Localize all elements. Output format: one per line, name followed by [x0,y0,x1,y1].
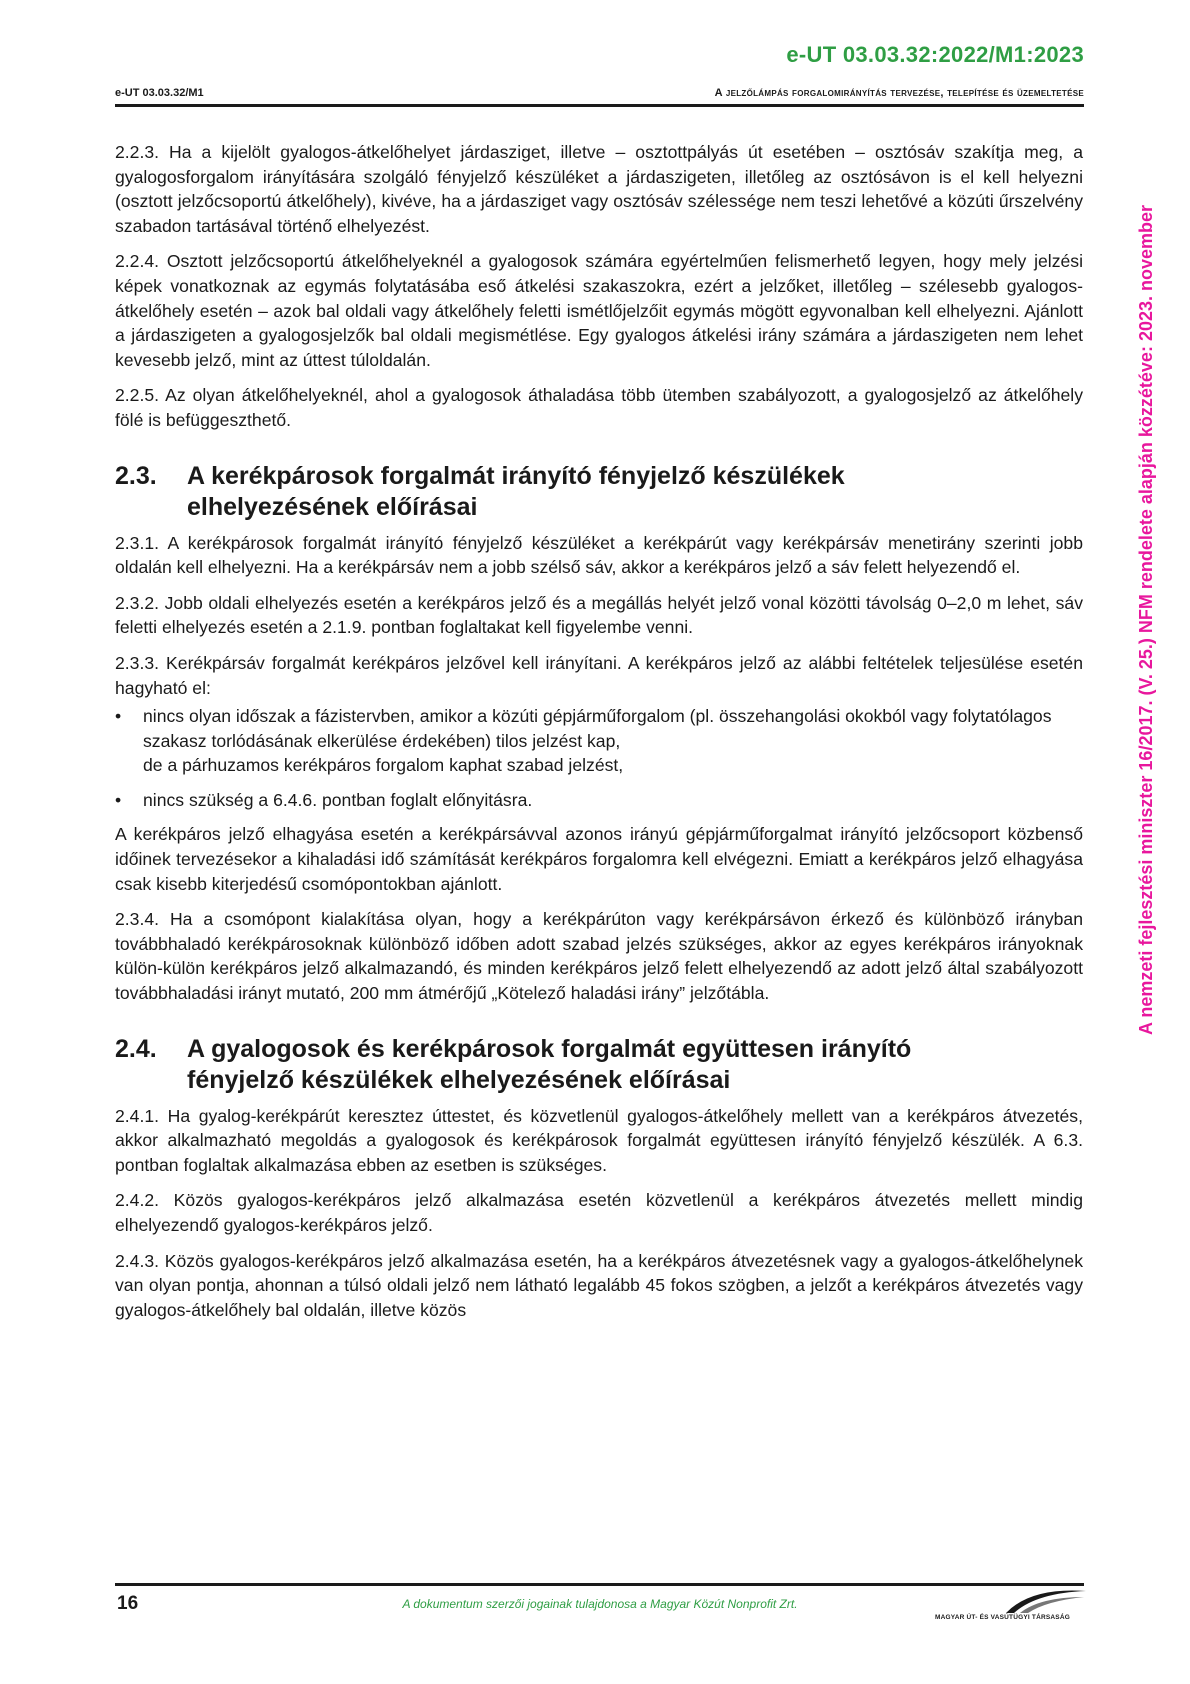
section-number: 2.4. [115,1034,157,1063]
paragraph-2-4-1: 2.4.1. Ha gyalog-kerékpárút keresztez úttestet, és közvetlenül gyalogos-átkelőhely mellett van a kerékpáros átvezetés, akkor alkalmazható megoldás a gyalogosok és kerékpárosok forgalmát együttesen irányító fényjelző készülék. A 6.3. pontban foglaltak alkalmazása ebben az esetben is szükséges. [115,1105,1083,1175]
paragraph-2-3-2: 2.3.2. Jobb oldali elhelyezés esetén a kerékpáros jelző és a megállás helyét jelző vonal közötti távolság 0–2,0 m lehet, sáv feletti elhelyezés esetén a 2.1.9. pontban foglaltakat kell figyelembe venni. [115,592,1083,638]
section-title-line: A kerékpárosok forgalmát irányító fényjelző készülékek [187,461,845,490]
list-item [115,704,1083,778]
paragraph-2-2-4: 2.2.4. Osztott jelzőcsoportú átkelőhelyeknél a gyalogosok számára egyértelműen felismerhető legyen, hogy mely jelzési képek vonatkoznak az egymás folytatásába eső átkelési szakaszokra, ezért a jelzőket, illetőleg – szélesebb gyalogos-átkelőhely esetén – azok bal oldali vagy átkelőhely feletti ismétlőjelzőit egymás mögött egyvonalban kell elhelyezni. Ajánlott a járdaszigeten a gyalogosjelzők bal oldali megismétlése. Egy gyalogos átkelési irány számára a járdaszigeten nem lehet kevesebb jelző, mint az úttest túloldalán. [115,251,1083,370]
paragraph-2-3-3: 2.3.3. Kerékpársáv forgalmát kerékpáros jelzővel kell irányítani. A kerékpáros jelző az alábbi feltételek teljesülése esetén hagyható el: [115,652,1083,698]
bullet-icon: • [115,706,122,727]
bullet-icon: • [115,789,122,810]
condition-list [115,704,1083,812]
logo-text: MAGYAR ÚT- ÉS VASÚTÜGYI TÁRSASÁG [935,1614,1070,1621]
page-content [115,140,1083,1333]
list-item-text: de a párhuzamos kerékpáros forgalom kaphat szabad jelzést, [143,755,624,776]
document-code: e-UT 03.03.32:2022/M1:2023 [786,42,1084,67]
paragraph-2-3-1: 2.3.1. A kerékpárosok forgalmát irányító fényjelző készüléket a kerékpárút vagy kerékpársáv menetirány szerinti jobb oldalán kell elhelyezni. Ha a kerékpársáv nem a jobb szélső sáv, akkor a kerékpáros jelző a sáv felett helyezendő el. [115,532,1083,578]
running-header-code: e-UT 03.03.32/M1 [115,87,204,99]
running-header [115,84,1084,107]
paragraph-2-4-2: 2.4.2. Közös gyalogos-kerékpáros jelző alkalmazása esetén közvetlenül a kerékpáros átvezetés mellett mindig elhelyezendő gyalogos-kerékpáros jelző. [115,1190,1083,1235]
page-number: 16 [117,1593,139,1614]
section-title-line: fényjelző készülékek elhelyezésének előírásai [187,1065,731,1094]
list-item-text: nincs szükség a 6.4.6. pontban foglalt előnyitásra. [143,789,533,810]
paragraph-2-2-5: 2.2.5. Az olyan átkelőhelyeknél, ahol a gyalogosok áthaladása több ütemben szabályozott, a gyalogosjelző az átkelőhely fölé is befüggeszthető. [115,385,1083,430]
section-title [187,1034,1083,1096]
paragraph-2-3-3-continued: A kerékpáros jelző elhagyása esetén a kerékpársávval azonos irányú gépjárműforgalmat irányító jelzőcsoport közbenső időinek tervezésekor a kihaladási idő számítását kerékpáros forgalomra kell elvégezni. Emiatt a kerékpáros jelző elhagyása csak kisebb kiterjedésű csomópontokban ajánlott. [115,824,1083,894]
list-item [115,788,1083,813]
section-title-line: elhelyezésének előírásai [187,492,478,521]
section-title [187,461,1083,523]
section-title-line: A gyalogosok és kerékpárosok forgalmát együttesen irányító [187,1034,912,1063]
section-heading-2-3 [115,461,1083,523]
copyright-note: A dokumentum szerzői jogainak tulajdonosa a Magyar Közút Nonprofit Zrt. [402,1597,798,1611]
paragraph-2-3-4: 2.3.4. Ha a csomópont kialakítása olyan, hogy a kerékpárúton vagy kerékpársávon érkező és különböző irányban továbbhaladó kerékpárosoknak különböző időben adott szabad jelzés szükséges, akkor az egyes kerékpáros irányoknak külön-külön kerékpáros jelző alkalmazandó, és minden kerékpáros jelző felett elhelyezendő az adott jelző által szabályozott továbbhaladási irányt mutató, 200 mm átmérőjű „Kötelező haladási irány” jelzőtábla. [115,909,1083,1004]
section-heading-2-4 [115,1034,1083,1096]
running-header-title: A jelzőlámpás forgalomirányítás tervezése, telepítése és üzemeltetése [714,87,1084,99]
paragraph-2-4-3: 2.4.3. Közös gyalogos-kerékpáros jelző alkalmazása esetén, ha a kerékpáros átvezetésnek vagy a gyalogos-átkelőhelynek van olyan pontja, ahonnan a túlsó oldali jelző nem látható legalább 45 fokos szögben, a jelzőt a kerékpáros átvezetés vagy gyalogos-átkelőhely bal oldalán, illetve közös [115,1250,1083,1320]
society-logo-icon [936,1585,1086,1615]
publication-side-note: A nemzeti fejlesztési miniszter 16/2017. (V. 25.) NFM rendelete alapján közzétéve: 2023. november [1136,204,1156,1035]
section-number: 2.3. [115,461,157,490]
paragraph-2-2-3: 2.2.3. Ha a kijelölt gyalogos-átkelőhelyet járdasziget, illetve – osztottpályás út esetében – osztósáv szakítja meg, a gyalogosforgalom irányítására szolgáló fényjelző készüléket a járdaszigeten, illetőleg az osztósávon is el kell helyezni (osztott jelzőcsoportú átkelőhely), kivéve, ha a járdasziget vagy osztósáv szélessége nem teszi lehetővé a közúti űrszelvény szabadon tartásával történő elhelyezést. [115,142,1083,236]
list-item-text: nincs olyan időszak a fázistervben, amikor a közúti gépjárműforgalom (pl. összehangolási okokból vagy folytatólagos szakasz torlódásának elkerülése érdekében) tilos jelzést kap, [143,706,1052,751]
